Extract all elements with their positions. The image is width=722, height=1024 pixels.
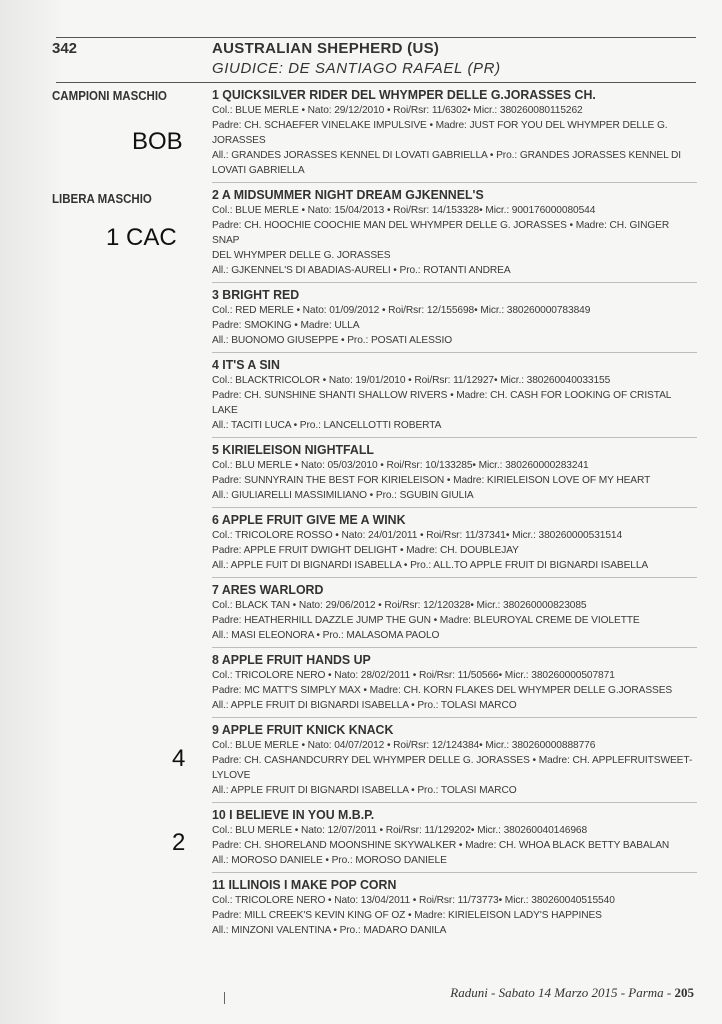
entry-detail-line: Padre: CH. SHORELAND MOONSHINE SKYWALKER • Madre: CH. WHOA BLACK BETTY BABALAN	[212, 840, 670, 851]
entry-name: 8 APPLE FRUIT HANDS UP	[212, 652, 371, 667]
entry-name: 10 I BELIEVE IN YOU M.B.P.	[212, 807, 375, 822]
award-bob: BOB	[132, 128, 183, 155]
entry-name: 4 IT'S A SIN	[212, 357, 280, 372]
entry-name: 11 ILLINOIS I MAKE POP CORN	[212, 877, 397, 892]
entry-name: 2 A MIDSUMMER NIGHT DREAM GJKENNEL'S	[212, 187, 484, 202]
entry-detail-line: Col.: BLACKTRICOLOR • Nato: 19/01/2010 • Roi/Rsr: 11/12927• Micr.: 380260040033155	[212, 375, 611, 386]
entry-detail-line: Col.: TRICOLORE NERO • Nato: 28/02/2011 • Roi/Rsr: 11/50566• Micr.: 380260000507871	[212, 670, 615, 681]
entry-detail-line: All.: APPLE FUIT DI BIGNARDI ISABELLA • Pro.: ALL.TO APPLE FRUIT DI BIGNARDI ISABELLA	[212, 560, 649, 571]
entry-detail-line: Padre: CH. HOOCHIE COOCHIE MAN DEL WHYMPER DELLE G. JORASSES • Madre: CH. GINGER SNAP	[212, 220, 670, 246]
entry-detail-line: All.: MOROSO DANIELE • Pro.: MOROSO DANIELE	[212, 855, 447, 866]
header-bottom-rule	[56, 82, 696, 83]
entry-detail-line: LYLOVE	[212, 770, 251, 781]
entry-detail-line: Col.: BLUE MERLE • Nato: 15/04/2013 • Roi/Rsr: 14/153328• Micr.: 900176000080544	[212, 205, 596, 216]
entry-detail-line: JORASSES	[212, 135, 266, 146]
entry-detail-line: All.: GIULIARELLI MASSIMILIANO • Pro.: SGUBIN GIULIA	[212, 490, 474, 501]
entry-detail-line: Padre: CH. SUNSHINE SHANTI SHALLOW RIVERS • Madre: CH. CASH FOR LOOKING OF CRISTAL LAKE	[212, 390, 671, 416]
stray-mark	[224, 992, 225, 1004]
entry-detail-line: Padre: APPLE FRUIT DWIGHT DELIGHT • Madre: CH. DOUBLEJAY	[212, 545, 519, 556]
entry-name: 7 ARES WARLORD	[212, 582, 324, 597]
entry-name: 9 APPLE FRUIT KNICK KNACK	[212, 722, 394, 737]
entry-name: 5 KIRIELEISON NIGHTFALL	[212, 442, 374, 457]
judge-line: GIUDICE: DE SANTIAGO RAFAEL (PR)	[212, 60, 501, 77]
award-1-cac: 1 CAC	[106, 224, 177, 251]
entry-name: 6 APPLE FRUIT GIVE ME A WINK	[212, 512, 406, 527]
entry-detail-line: Padre: SUNNYRAIN THE BEST FOR KIRIELEISON • Madre: KIRIELEISON LOVE OF MY HEART	[212, 475, 651, 486]
entry-detail-line: Padre: MC MATT'S SIMPLY MAX • Madre: CH. KORN FLAKES DEL WHYMPER DELLE G.JORASSES	[212, 685, 673, 696]
entry-block	[212, 806, 697, 873]
entry-detail-line: All.: MINZONI VALENTINA • Pro.: MADARO DANILA	[212, 925, 447, 936]
entry-detail-line: All.: BUONOMO GIUSEPPE • Pro.: POSATI ALESSIO	[212, 335, 453, 346]
entry-detail-line: Padre: SMOKING • Madre: ULLA	[212, 320, 360, 331]
entry-detail-line: LOVATI GABRIELLA	[212, 165, 305, 176]
entry-detail-line: Padre: MILL CREEK'S KEVIN KING OF OZ • Madre: KIRIELEISON LADY'S HAPPINES	[212, 910, 602, 921]
ring-number: 342	[52, 40, 78, 57]
entry-detail-line: DEL WHYMPER DELLE G. JORASSES	[212, 250, 391, 261]
award-place-4: 4	[172, 745, 186, 772]
entry-detail-line: Padre: HEATHERHILL DAZZLE JUMP THE GUN • Madre: BLEUROYAL CREME DE VIOLETTE	[212, 615, 640, 626]
entry-block	[212, 876, 697, 942]
entry-detail-line: All.: GRANDES JORASSES KENNEL DI LOVATI GABRIELLA • Pro.: GRANDES JORASSES KENNEL DI	[212, 150, 682, 161]
class-label-libera-maschio: LIBERA MASCHIO	[52, 192, 152, 206]
entry-detail-line: Col.: BLUE MERLE • Nato: 29/12/2010 • Roi/Rsr: 11/6302• Micr.: 380260080115262	[212, 105, 583, 116]
page-footer	[450, 985, 694, 1001]
entry-detail-line: All.: APPLE FRUIT DI BIGNARDI ISABELLA • Pro.: TOLASI MARCO	[212, 700, 517, 711]
page-number: 205	[674, 985, 694, 1000]
class-label-campioni-maschio: CAMPIONI MASCHIO	[52, 89, 167, 103]
entry-block	[212, 581, 697, 648]
award-place-2: 2	[172, 829, 186, 856]
entry-detail-line: Col.: TRICOLORE NERO • Nato: 13/04/2011 • Roi/Rsr: 11/73773• Micr.: 380260040515540	[212, 895, 615, 906]
footer-text: Raduni - Sabato 14 Marzo 2015 - Parma -	[450, 985, 675, 1000]
entry-detail-line: Padre: CH. CASHANDCURRY DEL WHYMPER DELLE G. JORASSES • Madre: CH. APPLEFRUITSWEET-	[212, 755, 693, 766]
entry-detail-line: Col.: BLACK TAN • Nato: 29/06/2012 • Roi/Rsr: 12/120328• Micr.: 380260000823085	[212, 600, 587, 611]
entry-block	[212, 511, 697, 578]
entry-block	[212, 441, 697, 508]
entry-block	[212, 186, 697, 283]
entries-list	[212, 86, 697, 945]
entry-block	[212, 721, 697, 803]
page-binding-shadow	[0, 0, 60, 1024]
entry-block	[212, 286, 697, 353]
header-top-rule	[56, 37, 696, 38]
entry-detail-line: All.: APPLE FRUIT DI BIGNARDI ISABELLA • Pro.: TOLASI MARCO	[212, 785, 517, 796]
entry-name: 3 BRIGHT RED	[212, 287, 300, 302]
entry-block	[212, 651, 697, 718]
entry-detail-line: Col.: RED MERLE • Nato: 01/09/2012 • Roi/Rsr: 12/155698• Micr.: 380260000783849	[212, 305, 591, 316]
entry-detail-line: Col.: TRICOLORE ROSSO • Nato: 24/01/2011 • Roi/Rsr: 11/37341• Micr.: 380260000531514	[212, 530, 623, 541]
entry-detail-line: All.: GJKENNEL'S DI ABADIAS-AURELI • Pro.: ROTANTI ANDREA	[212, 265, 511, 276]
entry-detail-line: Col.: BLUE MERLE • Nato: 04/07/2012 • Roi/Rsr: 12/124384• Micr.: 380260000888776	[212, 740, 596, 751]
entry-detail-line: Padre: CH. SCHAEFER VINELAKE IMPULSIVE • Madre: JUST FOR YOU DEL WHYMPER DELLE G.	[212, 120, 668, 131]
entry-detail-line: All.: MASI ELEONORA • Pro.: MALASOMA PAOLO	[212, 630, 440, 641]
entry-detail-line: All.: TACITI LUCA • Pro.: LANCELLOTTI ROBERTA	[212, 420, 442, 431]
entry-name: 1 QUICKSILVER RIDER DEL WHYMPER DELLE G.JORASSES CH.	[212, 87, 596, 102]
entry-detail-line: Col.: BLU MERLE • Nato: 12/07/2011 • Roi/Rsr: 11/129202• Micr.: 380260040146968	[212, 825, 588, 836]
entry-detail-line: Col.: BLU MERLE • Nato: 05/03/2010 • Roi/Rsr: 10/133285• Micr.: 380260000283241	[212, 460, 589, 471]
entry-block	[212, 356, 697, 438]
breed-title: AUSTRALIAN SHEPHERD (US)	[212, 40, 440, 57]
entry-block	[212, 86, 697, 183]
